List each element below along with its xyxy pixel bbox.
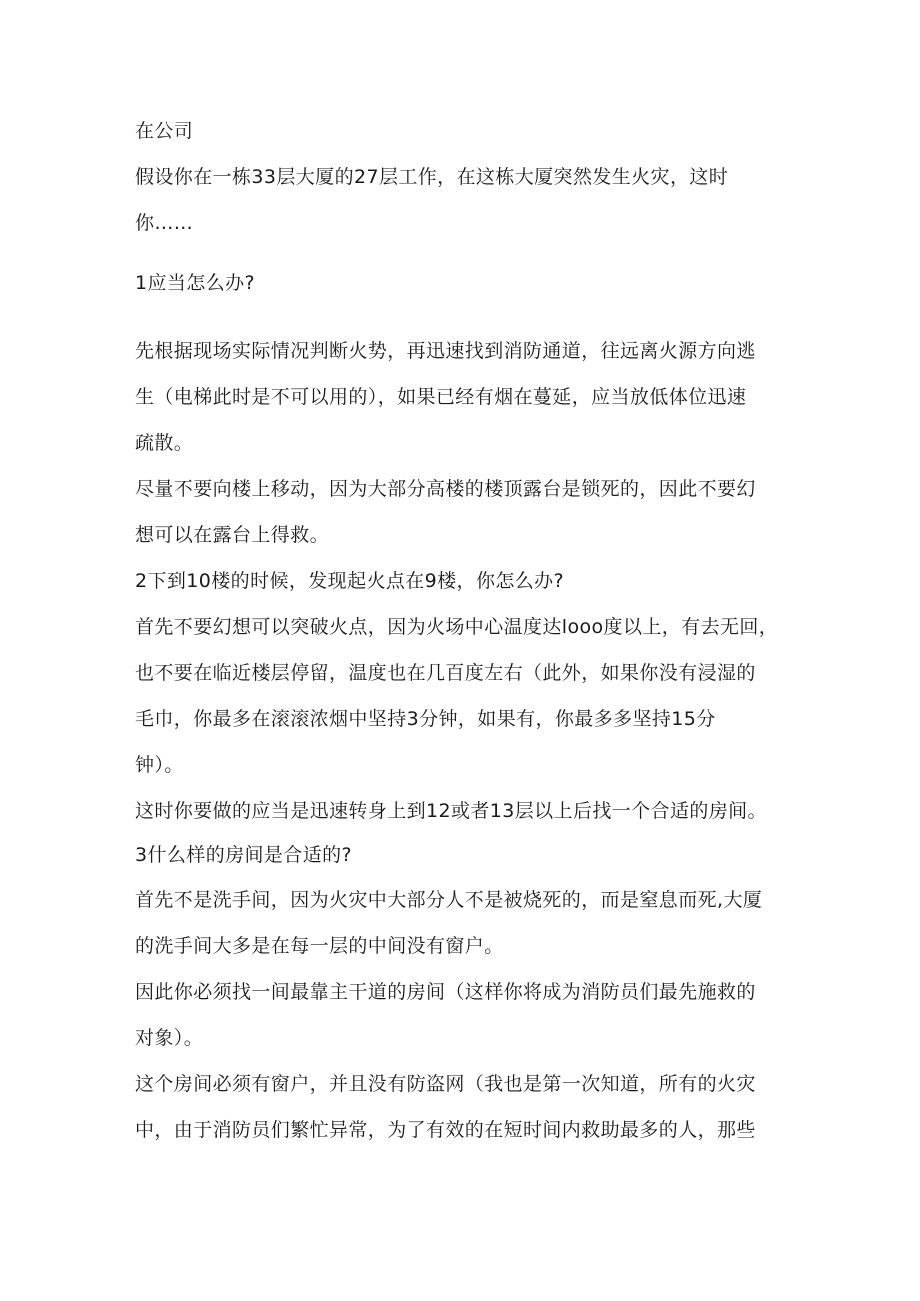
paragraph-line: 先根据现场实际情况判断火势，再迅速找到消防通道，往远离火源方向逃 — [135, 340, 756, 362]
paragraph-line: 的洗手间大多是在每一层的中间没有窗户。 — [135, 935, 504, 957]
paragraph-line: 生（电梯此时是不可以用的），如果已经有烟在蔓延，应当放低体位迅速 — [135, 386, 747, 408]
paragraph-line: 中，由于消防员们繁忙异常，为了有效的在短时间内救助最多的人，那些 — [135, 1119, 756, 1141]
paragraph-line: 也不要在临近楼层停留，温度也在几百度左右（此外，如果你没有浸湿的 — [135, 662, 756, 684]
paragraph-line: 首先不要幻想可以突破火点，因为火场中心温度达looo度以上，有去无回， — [135, 616, 779, 638]
paragraph-line: 疏散。 — [135, 432, 194, 454]
paragraph-line: 这时你要做的应当是迅速转身上到12或者13层以上后找一个合适的房间。 — [135, 800, 767, 822]
paragraph-line: 想可以在露台上得救。 — [135, 524, 330, 546]
section-heading: 在公司 — [135, 120, 194, 142]
paragraph-line: 首先不是洗手间，因为火灾中大部分人不是被烧死的，而是窒息而死,大厦 — [135, 889, 763, 911]
paragraph-line: 对象）。 — [135, 1027, 204, 1049]
question-heading: 1应当怎么办? — [135, 272, 255, 294]
paragraph-line: 你…… — [135, 212, 194, 234]
paragraph-line: 假设你在一栋33层大厦的27层工作，在这栋大厦突然发生火灾，这时 — [135, 166, 729, 188]
paragraph-line: 因此你必须找一间最靠主干道的房间（这样你将成为消防员们最先施救的 — [135, 981, 756, 1003]
question-heading: 3什么样的房间是合适的? — [135, 844, 352, 866]
question-heading: 2下到10楼的时候，发现起火点在9楼，你怎么办? — [135, 570, 565, 592]
paragraph-line: 这个房间必须有窗户，并且没有防盗网（我也是第一次知道，所有的火灾 — [135, 1073, 756, 1095]
paragraph-line: 钟）。 — [135, 754, 184, 776]
paragraph-line: 毛巾，你最多在滚滚浓烟中坚持3分钟，如果有，你最多多坚持15分 — [135, 708, 716, 730]
paragraph-line: 尽量不要向楼上移动，因为大部分高楼的楼顶露台是锁死的，因此不要幻 — [135, 478, 756, 500]
document-body — [135, 113, 795, 1148]
